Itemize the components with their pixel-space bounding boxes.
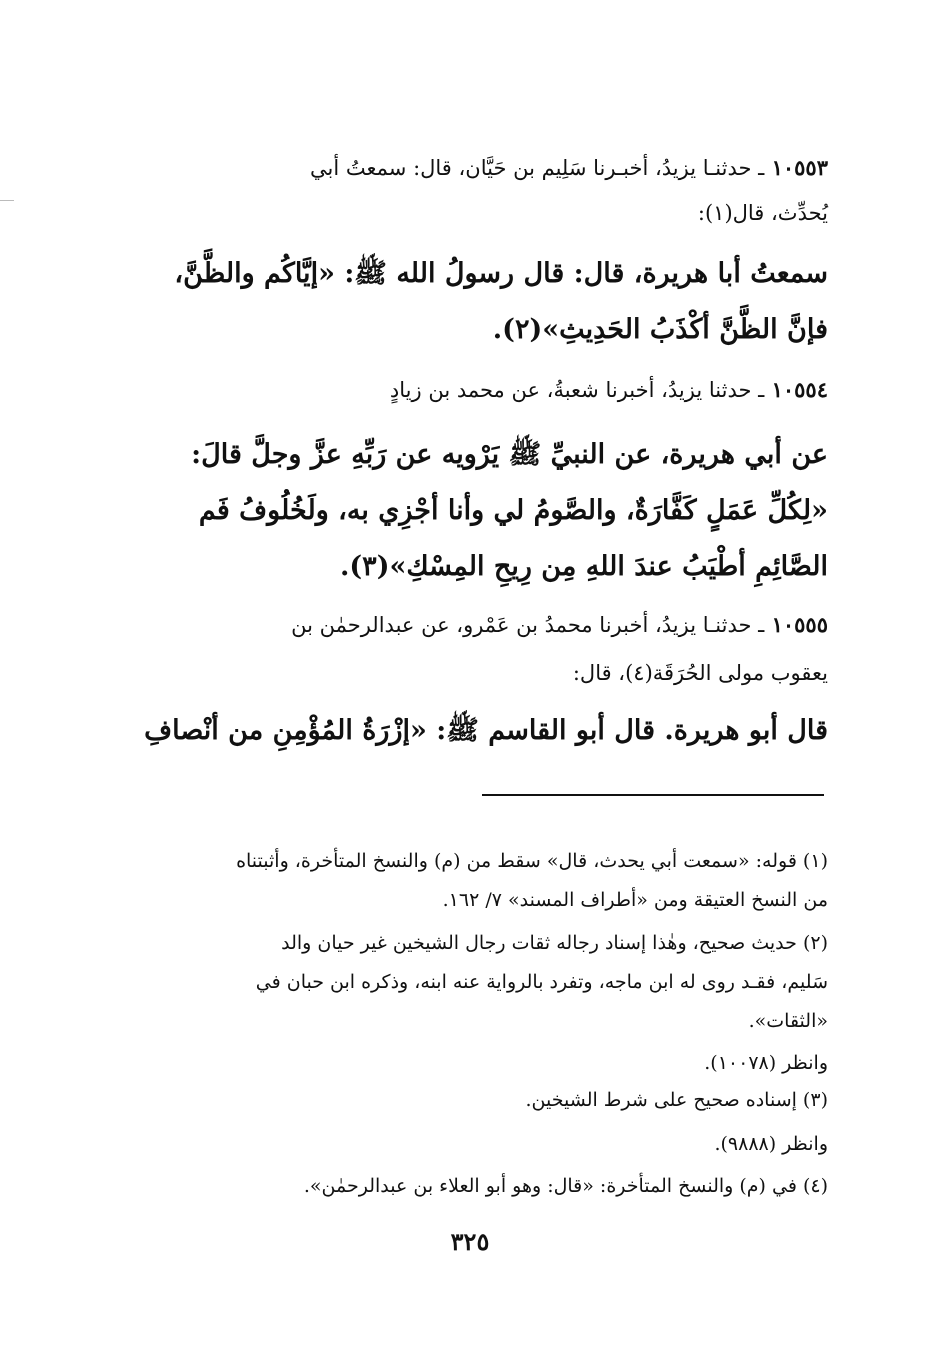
hadith-number: ١٠٥٥٤ bbox=[771, 377, 828, 402]
hadith-10554-matn-line3: الصَّائِمِ أطْيَبُ عندَ اللهِ مِن رِيحِ المِسْكِ»(٣). bbox=[339, 551, 828, 582]
hadith-10554-matn-line1: عن أبي هريرة، عن النبيِّ ﷺ يَرْويه عن رَبِّهِ عزَّ وجلَّ قالَ: bbox=[191, 439, 828, 470]
margin-mark bbox=[0, 200, 14, 209]
footnote-1-line2: من النسخ العتيقة ومن «أطراف المسند» ٧/ ١٦٢. bbox=[442, 889, 828, 911]
hadith-10554-matn-line2: «لِكُلِّ عَمَلٍ كَفَّارَةٌ، والصَّومُ لي وأنا أجْزِي به، ولَخُلُوفُ فَم bbox=[198, 495, 828, 526]
hadith-number: ١٠٥٥٥ bbox=[771, 612, 828, 637]
hadith-number: ١٠٥٥٣ bbox=[771, 155, 828, 180]
footnote-2-line3: «الثقات». bbox=[748, 1010, 828, 1032]
hadith-10555-isnad-line2: يعقوب مولى الحُرَقَة(٤)، قال: bbox=[572, 661, 828, 685]
isnad-text: ـ حدثنـا يزيدُ، أخبرنا محمدُ بن عَمْرو، عن عبدالرحمٰن بن bbox=[291, 613, 765, 637]
hadith-10553-matn-line2: فإنَّ الظَّنَّ أكْذَبُ الحَدِيثِ»(٢). bbox=[492, 314, 828, 345]
footnote-3-line1: (٣) إسناده صحيح على شرط الشيخين. bbox=[525, 1089, 828, 1111]
footnote-2-line4: وانظر (١٠٠٧٨). bbox=[704, 1052, 828, 1074]
hadith-10555-matn-line1: قال أبو هريرة. قال أبو القاسم ﷺ: «إزْرَةُ المُؤْمِنِ من أنْصافِ bbox=[144, 715, 828, 746]
hadith-10553-isnad-line2: يُحدِّث، قال(١): bbox=[697, 201, 828, 225]
footnote-1-line1: (١) قوله: «سمعت أبي يحدث، قال» سقط من (م) والنسخ المتأخرة، وأثبتناه bbox=[236, 850, 828, 872]
hadith-10553-matn-line1: سمعتُ أبا هريرة، قال: قال رسولُ الله ﷺ: «إيَّاكُم والظَّنَّ، bbox=[174, 258, 828, 289]
footnote-2-line2: سَليم، فقـد روى له ابن ماجه، وتفرد بالرواية عنه ابنه، وذكره ابن حبان في bbox=[255, 971, 828, 993]
isnad-text: ـ حدثنـا يزيدُ، أخبـرنا سَلِيم بن حَيَّان، قال: سمعتُ أبي bbox=[310, 156, 765, 180]
hadith-10554-isnad-line1 bbox=[108, 370, 828, 410]
footnote-separator bbox=[482, 794, 824, 796]
hadith-10555-isnad-line1 bbox=[108, 605, 828, 645]
isnad-text: ـ حدثنا يزيدُ، أخبرنا شعبةُ، عن محمد بن زيادٍ bbox=[389, 378, 765, 402]
hadith-10553-isnad-line1 bbox=[108, 148, 828, 188]
footnote-3-line2: وانظر (٩٨٨٨). bbox=[714, 1133, 828, 1155]
footnote-2-line1: (٢) حديث صحيح، وهٰذا إسناد رجاله ثقات رجال الشيخين غير حيان والد bbox=[281, 932, 828, 954]
page-number: ٣٢٥ bbox=[450, 1227, 490, 1256]
footnote-4-line1: (٤) في (م) والنسخ المتأخرة: «قال: وهو أبو العلاء بن عبدالرحمٰن». bbox=[303, 1175, 828, 1197]
